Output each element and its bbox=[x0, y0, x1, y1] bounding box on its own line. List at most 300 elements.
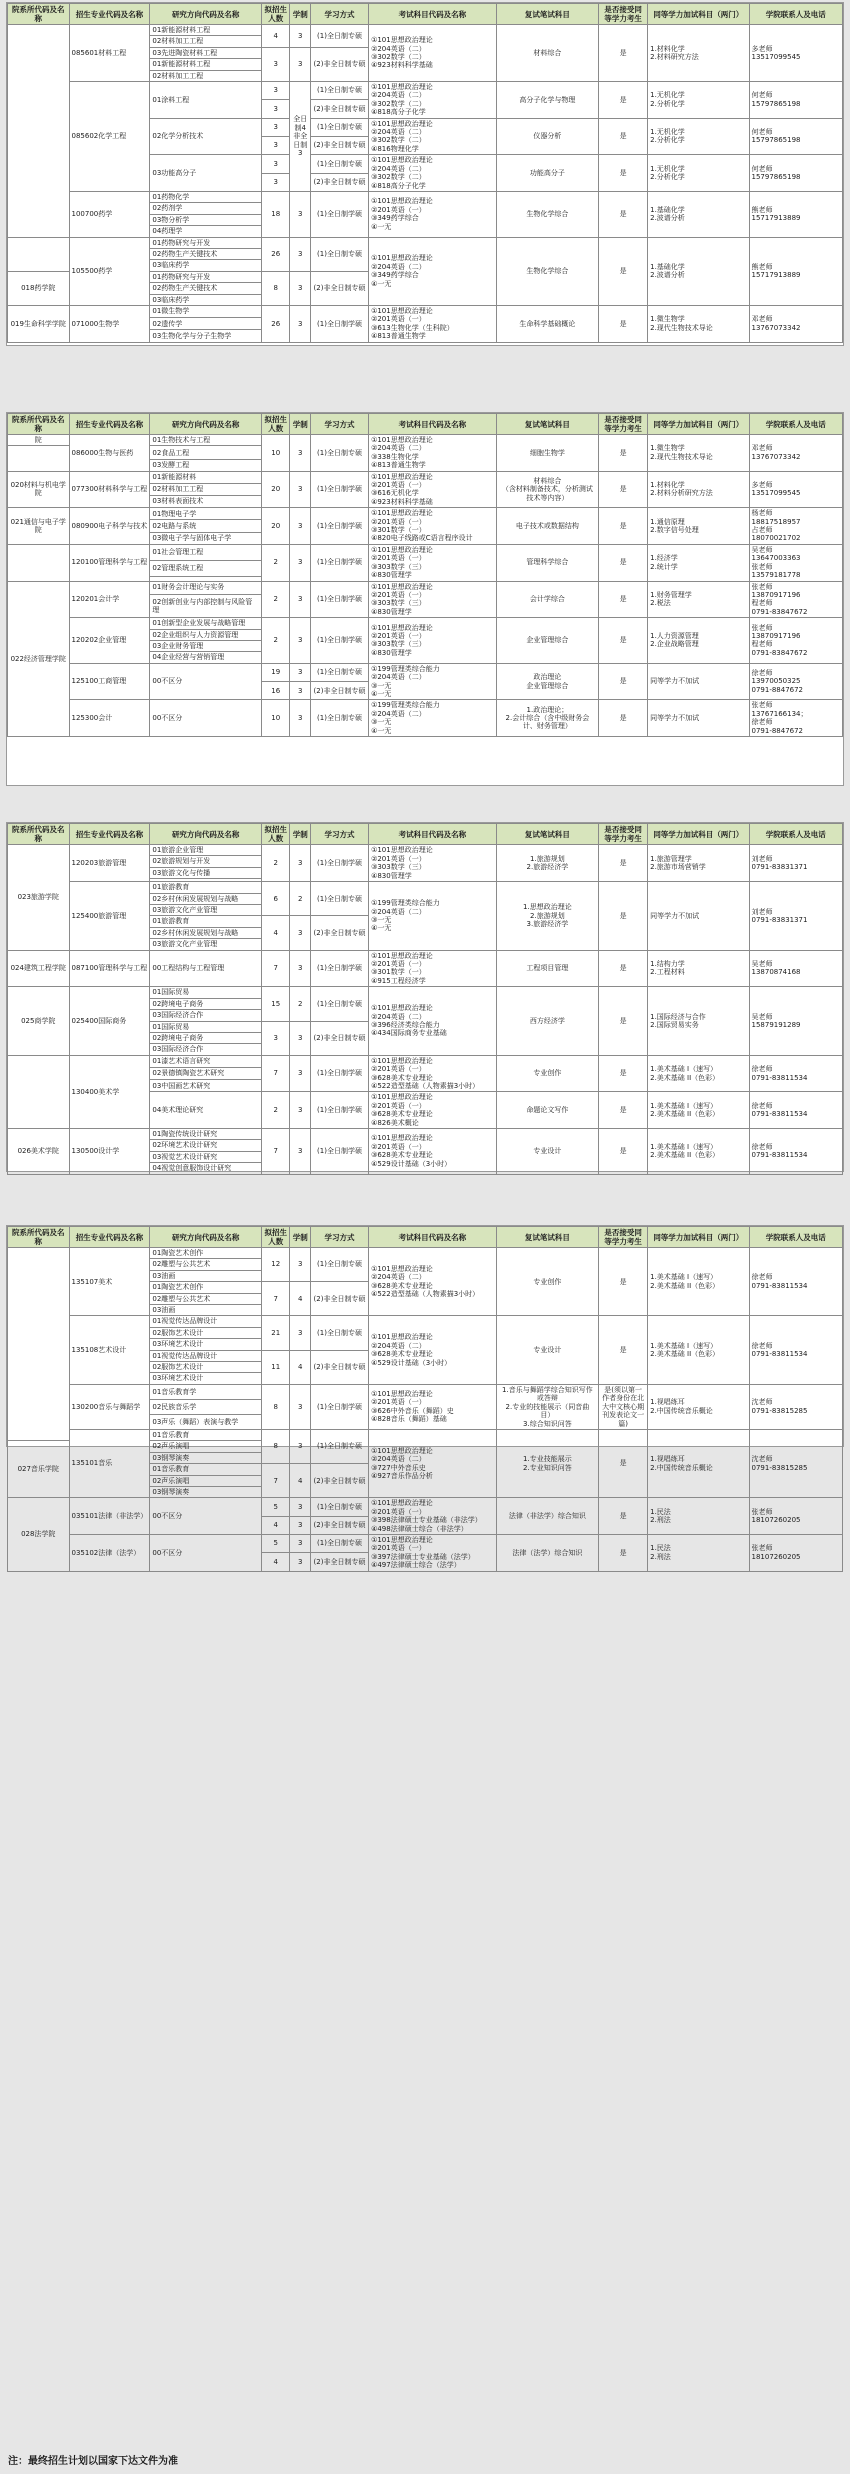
table-cell: 022经济管理学院 bbox=[8, 581, 70, 737]
table-cell: 01创新型企业发展与战略管理 bbox=[150, 618, 262, 629]
table-cell: 130400美术学 bbox=[69, 1055, 150, 1128]
table-cell: 03国际经济合作 bbox=[150, 1010, 262, 1021]
table-cell: 3 bbox=[290, 191, 311, 237]
header-exam-subjects: 考试科目代码及名称 bbox=[369, 414, 497, 435]
table-cell: (1)全日制专硕 bbox=[310, 663, 368, 681]
table-cell: 熊老师 15717913889 bbox=[749, 237, 843, 305]
table-cell: 3 bbox=[290, 1384, 311, 1429]
table-cell: 7 bbox=[262, 1282, 290, 1316]
table-cell: 同等学力不加试 bbox=[648, 882, 749, 950]
table-cell: 3 bbox=[290, 47, 311, 81]
table-cell: 26 bbox=[262, 237, 290, 271]
header-exam-subjects: 考试科目代码及名称 bbox=[369, 1227, 497, 1248]
table-cell: (1)全日制专硕 bbox=[310, 25, 368, 48]
header-row bbox=[8, 414, 843, 435]
page-4 bbox=[6, 1225, 844, 1570]
header-retest-subject: 复试笔试科目 bbox=[496, 4, 599, 25]
table-cell bbox=[8, 237, 70, 271]
table-cell: (1)全日制专硕 bbox=[310, 118, 368, 136]
table-cell: 是 bbox=[599, 25, 648, 82]
table-cell: 生命科学基础概论 bbox=[496, 305, 599, 342]
header-direction: 研究方向代码及名称 bbox=[150, 824, 262, 845]
table-cell: 00工程结构与工程管理 bbox=[150, 950, 262, 987]
table-cell: 刘老师 0791-83831371 bbox=[749, 882, 843, 950]
table-cell: 2 bbox=[262, 581, 290, 618]
table-cell: 1.通信原理 2.数字信号处理 bbox=[648, 508, 749, 545]
table-cell: 025400国际商务 bbox=[69, 987, 150, 1055]
table-cell: 3 bbox=[262, 1021, 290, 1055]
table-cell: ①199管理类综合能力 ②204英语（二） ③一无 ④一无 bbox=[369, 663, 497, 700]
header-contact: 学院联系人及电话 bbox=[749, 824, 843, 845]
table-cell: 张老师 18107260205 bbox=[749, 1498, 843, 1535]
table-cell: 027音乐学院 bbox=[8, 1441, 70, 1498]
table-cell: 刘老师 0791-83831371 bbox=[749, 845, 843, 882]
table-cell: ①101思想政治理论 ②201英语（一） ③616无机化学 ④923材料科学基础 bbox=[369, 471, 497, 508]
table-cell: 3 bbox=[290, 1316, 311, 1350]
table-cell: 徐老师 0791-83811534 bbox=[749, 1316, 843, 1384]
table-cell: 是 bbox=[599, 1498, 648, 1535]
table-cell: 01旅游教育 bbox=[150, 882, 262, 893]
table-cell: (2)非全日制专硕 bbox=[310, 1464, 368, 1498]
table-cell: 01新能源材料工程 bbox=[150, 25, 262, 36]
table-cell: 02乡村休闲发展规划与战略 bbox=[150, 927, 262, 938]
table-cell: 01国际贸易 bbox=[150, 1021, 262, 1032]
header-equal-ed: 是否接受同等学力考生 bbox=[599, 1227, 648, 1248]
table-cell: (2)非全日制专硕 bbox=[310, 682, 368, 700]
header-equal-ed: 是否接受同等学力考生 bbox=[599, 4, 648, 25]
table-cell: 03中国画艺术研究 bbox=[150, 1080, 262, 1092]
table-cell: 是 bbox=[599, 663, 648, 700]
table-cell: 21 bbox=[262, 1316, 290, 1350]
table-cell: ①101思想政治理论 ②204英语（二） ③349药学综合 ④一无 bbox=[369, 237, 497, 305]
table-cell: 023旅游学院 bbox=[8, 845, 70, 951]
table-cell: 同等学力不加试 bbox=[648, 700, 749, 737]
table-cell: 00不区分 bbox=[150, 700, 262, 737]
table-cell: 02服饰艺术设计 bbox=[150, 1362, 262, 1373]
table-cell: 张老师 13767166134； 徐老师 0791-8847672 bbox=[749, 700, 843, 737]
table-cell: 18 bbox=[262, 191, 290, 237]
table-row bbox=[8, 471, 843, 483]
table-cell: 03环境艺术设计 bbox=[150, 1339, 262, 1350]
table-2 bbox=[7, 413, 843, 737]
table-cell: 是 bbox=[599, 155, 648, 192]
table-cell: ①101思想政治理论 ②204英语（二） ③628美术专业理论 ④529设计基础（3小时） bbox=[369, 1316, 497, 1384]
table-cell: 1.美术基础 I（速写） 2.美术基础 II（色彩） bbox=[648, 1316, 749, 1384]
table-cell: 00不区分 bbox=[150, 1534, 262, 1571]
table-cell: 张老师 13870917196 程老师 0791-83847672 bbox=[749, 581, 843, 618]
table-cell: 是 bbox=[599, 1248, 648, 1316]
table-cell: 2 bbox=[262, 544, 290, 581]
header-study-mode: 学习方式 bbox=[310, 824, 368, 845]
table-cell: 03钢琴演奏 bbox=[150, 1486, 262, 1497]
table-cell: (1)全日制专硕 bbox=[310, 237, 368, 271]
table-cell: 是 bbox=[599, 1429, 648, 1497]
table-cell: 是 bbox=[599, 1092, 648, 1129]
table-cell: (2)非全日制专硕 bbox=[310, 136, 368, 154]
header-equal-ed-tests: 同等学力加试科目（两门） bbox=[648, 4, 749, 25]
table-cell: 何老师 15797865198 bbox=[749, 82, 843, 119]
table-cell: 01陶瓷艺术创作 bbox=[150, 1248, 262, 1259]
table-cell: 2 bbox=[262, 845, 290, 882]
table-cell: (1)全日制学硕 bbox=[310, 544, 368, 581]
table-cell: 03物分析学 bbox=[150, 214, 262, 225]
table-cell: 生物化学综合 bbox=[496, 191, 599, 237]
table-cell: 4 bbox=[262, 916, 290, 950]
table-cell: 4 bbox=[262, 1516, 290, 1534]
header-quota: 拟招生人数 bbox=[262, 414, 290, 435]
header-study-mode: 学习方式 bbox=[310, 4, 368, 25]
table-cell: (2)非全日制专硕 bbox=[310, 100, 368, 118]
table-cell: 135108艺术设计 bbox=[69, 1316, 150, 1384]
table-cell: 是 bbox=[599, 118, 648, 155]
header-study-mode: 学习方式 bbox=[310, 1227, 368, 1248]
table-cell: 1.政治理论； 2.会计综合（含中级财务会计、财务管理） bbox=[496, 700, 599, 737]
table-cell: 020材料与机电学院 bbox=[8, 471, 70, 508]
table-cell: 1.视唱练耳 2.中国传统音乐概论 bbox=[648, 1384, 749, 1429]
table-cell: (2)非全日制专硕 bbox=[310, 1021, 368, 1055]
table-cell: ①101思想政治理论 ②204英语（二） ③302数学（二） ④816物理化学 bbox=[369, 118, 497, 155]
table-cell: 3 bbox=[290, 1498, 311, 1516]
table-cell: 材料综合 bbox=[496, 25, 599, 82]
table-cell: 徐老师 13970050325 0791-8847672 bbox=[749, 663, 843, 700]
table-cell: 6 bbox=[262, 882, 290, 916]
table-cell: 1.国际经济与合作 2.国际贸易实务 bbox=[648, 987, 749, 1055]
table-cell: 019生命科学学院 bbox=[8, 305, 70, 342]
header-row bbox=[8, 4, 843, 25]
header-major: 招生专业代码及名称 bbox=[69, 1227, 150, 1248]
table-cell: 企业管理综合 bbox=[496, 618, 599, 664]
table-cell: ①101思想政治理论 ②204英语（二） ③302数学（二） ④923材料科学基础 bbox=[369, 25, 497, 82]
table-row bbox=[8, 1498, 843, 1516]
table-cell: 3 bbox=[290, 682, 311, 700]
table-cell: 026美术学院 bbox=[8, 1128, 70, 1174]
table-cell: 02食品工程 bbox=[150, 446, 262, 460]
table-cell: 11 bbox=[262, 1350, 290, 1384]
table-cell: 3 bbox=[290, 1128, 311, 1174]
table-row bbox=[8, 191, 843, 202]
table-cell: 杨老师 18817518957 占老师 18070021702 bbox=[749, 508, 843, 545]
table-cell: 7 bbox=[262, 1128, 290, 1174]
table-cell: 02跨境电子商务 bbox=[150, 1032, 262, 1043]
header-quota: 拟招生人数 bbox=[262, 4, 290, 25]
header-years: 学制 bbox=[290, 1227, 311, 1248]
table-cell: 多老师 13517099545 bbox=[749, 25, 843, 82]
table-cell: 024建筑工程学院 bbox=[8, 950, 70, 987]
table-cell: 01药物化学 bbox=[150, 191, 262, 202]
table-cell: 02声乐演唱 bbox=[150, 1441, 262, 1452]
header-major: 招生专业代码及名称 bbox=[69, 824, 150, 845]
header-retest-subject: 复试笔试科目 bbox=[496, 1227, 599, 1248]
table-cell: (1)全日制学硕 bbox=[310, 581, 368, 618]
table-cell: 04美术理论研究 bbox=[150, 1092, 262, 1129]
table-row bbox=[8, 845, 843, 856]
table-cell: (1)全日制学硕 bbox=[310, 950, 368, 987]
table-cell: ①101思想政治理论 ②201英语（一） ③628美术专业理论 ④826美术概论 bbox=[369, 1092, 497, 1129]
table-cell: 1.专业技能展示 2.专业知识问答 bbox=[496, 1429, 599, 1497]
table-cell: 01陶瓷艺术创作 bbox=[150, 1282, 262, 1293]
table-cell: 3 bbox=[290, 1092, 311, 1129]
table-cell: 1.美术基础 I（速写） 2.美术基础 II（色彩） bbox=[648, 1248, 749, 1316]
table-row bbox=[8, 1055, 843, 1067]
table-cell: 1.微生物学 2.现代生物技术导论 bbox=[648, 435, 749, 472]
table-cell: 专业设计 bbox=[496, 1316, 599, 1384]
table-cell: ①101思想政治理论 ②204英语（二） ③302数学（二） ④818高分子化学 bbox=[369, 155, 497, 192]
table-cell: 04药理学 bbox=[150, 226, 262, 237]
table-cell: ①101思想政治理论 ②204英语（二） ③628美术专业理论 ④522造型基础（人物素描3小时） bbox=[369, 1248, 497, 1316]
table-cell: 02民族音乐学 bbox=[150, 1399, 262, 1414]
table-cell: 3 bbox=[290, 305, 311, 342]
table-cell: 7 bbox=[262, 1055, 290, 1092]
table-cell: 3 bbox=[290, 663, 311, 681]
table-row bbox=[8, 1534, 843, 1552]
header-direction: 研究方向代码及名称 bbox=[150, 1227, 262, 1248]
table-cell: 02旅游规划与开发 bbox=[150, 856, 262, 867]
table-cell: 16 bbox=[262, 682, 290, 700]
table-cell: 生物化学综合 bbox=[496, 237, 599, 305]
header-dept: 院系所代码及名称 bbox=[8, 4, 70, 25]
table-cell: (1)全日制学硕 bbox=[310, 1092, 368, 1129]
table-cell: ①101思想政治理论 ②201英语（一） ③303数学（三） ④830管理学 bbox=[369, 544, 497, 581]
table-cell: 7 bbox=[262, 1464, 290, 1498]
table-cell: 邓老师 13767073342 bbox=[749, 305, 843, 342]
table-cell: 8 bbox=[262, 271, 290, 305]
header-quota: 拟招生人数 bbox=[262, 1227, 290, 1248]
table-cell: 沈老师 0791-83815285 bbox=[749, 1429, 843, 1497]
table-cell: 5 bbox=[262, 1534, 290, 1552]
table-cell: 是 bbox=[599, 191, 648, 237]
table-cell: 法律（非法学）综合知识 bbox=[496, 1498, 599, 1535]
table-cell: 4 bbox=[262, 25, 290, 48]
table-cell: 01旅游教育 bbox=[150, 916, 262, 927]
table-cell: 03钢琴演奏 bbox=[150, 1452, 262, 1463]
table-row bbox=[8, 882, 843, 893]
table-cell: 2 bbox=[262, 618, 290, 664]
table-cell: 何老师 15797865198 bbox=[749, 118, 843, 155]
header-direction: 研究方向代码及名称 bbox=[150, 4, 262, 25]
header-row bbox=[8, 1227, 843, 1248]
table-cell: 02雕塑与公共艺术 bbox=[150, 1259, 262, 1270]
table-cell: (2)非全日制专硕 bbox=[310, 1350, 368, 1384]
table-cell: (2)非全日制专硕 bbox=[310, 1282, 368, 1316]
page-2 bbox=[6, 412, 844, 786]
header-exam-subjects: 考试科目代码及名称 bbox=[369, 824, 497, 845]
table-cell: 130500设计学 bbox=[69, 1128, 150, 1174]
table-cell: 03生物化学与分子生物学 bbox=[150, 330, 262, 342]
table-cell: 4 bbox=[290, 1282, 311, 1316]
table-cell: 135107美术 bbox=[69, 1248, 150, 1316]
header-retest-subject: 复试笔试科目 bbox=[496, 414, 599, 435]
table-cell: 04视觉创意服饰设计研究 bbox=[150, 1163, 262, 1174]
table-cell: 是 bbox=[599, 305, 648, 342]
table-cell: ①101思想政治理论 ②201英语（一） ③398法律硕士专业基础（非法学） ④498法律硕士综合（非法学） bbox=[369, 1498, 497, 1535]
table-cell: 3 bbox=[290, 845, 311, 882]
table-cell: 01财务会计理论与实务 bbox=[150, 581, 262, 594]
table-cell: 是 bbox=[599, 1534, 648, 1571]
table-cell: 02电路与系统 bbox=[150, 520, 262, 532]
table-cell: 多老师 13517099545 bbox=[749, 471, 843, 508]
table-cell: 125300会计 bbox=[69, 700, 150, 737]
table-cell: 00不区分 bbox=[150, 663, 262, 700]
table-cell: 2 bbox=[290, 882, 311, 916]
page-3 bbox=[6, 822, 844, 1172]
table-cell: 3 bbox=[262, 118, 290, 136]
header-years: 学制 bbox=[290, 414, 311, 435]
table-cell: 3 bbox=[290, 1516, 311, 1534]
table-row bbox=[8, 950, 843, 987]
table-cell: 02材料加工工程 bbox=[150, 36, 262, 47]
table-cell: 3 bbox=[262, 155, 290, 173]
table-cell: 是 bbox=[599, 1128, 648, 1174]
table-cell: 01国际贸易 bbox=[150, 987, 262, 998]
table-cell: 功能高分子 bbox=[496, 155, 599, 192]
table-cell: 1.民法 2.刑法 bbox=[648, 1498, 749, 1535]
header-major: 招生专业代码及名称 bbox=[69, 4, 150, 25]
table-cell: 01陶瓷传统设计研究 bbox=[150, 1128, 262, 1139]
table-cell: 02药物生产关键技术 bbox=[150, 248, 262, 259]
table-cell: 管理科学综合 bbox=[496, 544, 599, 581]
table-cell: ①101思想政治理论 ②201英语（一） ③303数学（三） ④830管理学 bbox=[369, 581, 497, 618]
table-cell: 01音乐教育学 bbox=[150, 1384, 262, 1399]
table-cell: 7 bbox=[262, 950, 290, 987]
table-cell: ①101思想政治理论 ②201英语（一） ③397法律硕士专业基础（法学） ④497法律硕士综合（法学） bbox=[369, 1534, 497, 1571]
table-cell: ①199管理类综合能力 ②204英语（二） ③一无 ④一无 bbox=[369, 700, 497, 737]
table-cell: (2)非全日制专硕 bbox=[310, 271, 368, 305]
page-1 bbox=[6, 2, 844, 346]
table-cell: (1)全日制学硕 bbox=[310, 1055, 368, 1092]
table-cell: (1)全日制专硕 bbox=[310, 1534, 368, 1552]
table-cell: 是 bbox=[599, 700, 648, 737]
table-cell: 02化学分析技术 bbox=[150, 118, 262, 155]
table-cell: 120100管理科学与工程 bbox=[69, 544, 150, 581]
table-cell: 02乡村休闲发展规划与战略 bbox=[150, 893, 262, 904]
table-cell: 130200音乐与舞蹈学 bbox=[69, 1384, 150, 1429]
table-cell: 080900电子科学与技术 bbox=[69, 508, 150, 545]
table-cell: 徐老师 0791-83811534 bbox=[749, 1092, 843, 1129]
table-row bbox=[8, 508, 843, 520]
table-cell: 1.民法 2.刑法 bbox=[648, 1534, 749, 1571]
table-cell: 3 bbox=[262, 82, 290, 100]
table-cell: 吴老师 13647003363 张老师 13579181778 bbox=[749, 544, 843, 581]
table-row bbox=[8, 1316, 843, 1327]
header-years: 学制 bbox=[290, 4, 311, 25]
table-cell: 同等学力不加试 bbox=[648, 663, 749, 700]
table-cell: 02企业组织与人力资源管理 bbox=[150, 629, 262, 640]
table-cell: 1.材料化学 2.材料研究方法 bbox=[648, 25, 749, 82]
table-cell: (1)全日制专硕 bbox=[310, 1248, 368, 1282]
table-cell: 3 bbox=[290, 1553, 311, 1571]
table-cell: (2)非全日制专硕 bbox=[310, 916, 368, 950]
table-cell: 02雕塑与公共艺术 bbox=[150, 1293, 262, 1304]
table-cell: 120201会计学 bbox=[69, 581, 150, 618]
table-cell: 3 bbox=[290, 700, 311, 737]
table-cell: 会计学综合 bbox=[496, 581, 599, 618]
table-cell: 1.结构力学 2.工程材料 bbox=[648, 950, 749, 987]
table-cell: 是 bbox=[599, 508, 648, 545]
table-cell: 3 bbox=[290, 471, 311, 508]
table-cell: 何老师 15797865198 bbox=[749, 155, 843, 192]
table-cell: 是 bbox=[599, 544, 648, 581]
table-cell: 03先进陶瓷材料工程 bbox=[150, 47, 262, 58]
table-cell: 03旅游文化产业管理 bbox=[150, 939, 262, 950]
table-cell: 15 bbox=[262, 987, 290, 1021]
table-cell: 3 bbox=[290, 237, 311, 271]
table-cell: 徐老师 0791-83811534 bbox=[749, 1128, 843, 1174]
table-cell: (1)全日制专硕 bbox=[310, 1429, 368, 1463]
table-cell: (1)全日制学硕 bbox=[310, 845, 368, 882]
table-cell: 01药物研究与开发 bbox=[150, 271, 262, 282]
table-cell: 1.视唱练耳 2.中国传统音乐概论 bbox=[648, 1429, 749, 1497]
table-cell: 02声乐演唱 bbox=[150, 1475, 262, 1486]
table-cell bbox=[8, 1248, 70, 1441]
table-cell: 10 bbox=[262, 700, 290, 737]
table-cell: 03视觉艺术设计研究 bbox=[150, 1151, 262, 1162]
table-cell: 专业创作 bbox=[496, 1248, 599, 1316]
table-cell: 是 bbox=[599, 987, 648, 1055]
header-years: 学制 bbox=[290, 824, 311, 845]
table-cell: 5 bbox=[262, 1498, 290, 1516]
table-cell: 是 bbox=[599, 950, 648, 987]
table-cell: (1)全日制专硕 bbox=[310, 155, 368, 173]
table-cell: 01视觉传达品牌设计 bbox=[150, 1350, 262, 1361]
table-cell: 1.美术基础 I（速写） 2.美术基础 II（色彩） bbox=[648, 1092, 749, 1129]
table-cell: 专业设计 bbox=[496, 1128, 599, 1174]
table-cell: 3 bbox=[290, 1534, 311, 1552]
table-cell: 100700药学 bbox=[69, 191, 150, 237]
table-cell: 3 bbox=[290, 508, 311, 545]
table-cell: (1)全日制学硕 bbox=[310, 618, 368, 664]
header-retest-subject: 复试笔试科目 bbox=[496, 824, 599, 845]
table-cell: 沈老师 0791-83815285 bbox=[749, 1384, 843, 1429]
header-exam-subjects: 考试科目代码及名称 bbox=[369, 4, 497, 25]
table-cell: 细胞生物学 bbox=[496, 435, 599, 472]
table-cell: 吴老师 15879191289 bbox=[749, 987, 843, 1055]
footer-note: 注：最终招生计划以国家下达文件为准 bbox=[8, 2456, 178, 2467]
table-cell: 熊老师 15717913889 bbox=[749, 191, 843, 237]
table-cell: ①101思想政治理论 ②201英语（一） ③303数学（三） ④830管理学 bbox=[369, 845, 497, 882]
table-cell: (1)全日制专硕 bbox=[310, 987, 368, 1021]
table-row bbox=[8, 1429, 843, 1440]
table-cell: 086000生物与医药 bbox=[69, 435, 150, 472]
table-row bbox=[8, 1248, 843, 1259]
table-cell: 035102法律（法学） bbox=[69, 1534, 150, 1571]
table-row bbox=[8, 237, 843, 248]
table-cell: (1)全日制学硕 bbox=[310, 1128, 368, 1174]
table-row bbox=[8, 987, 843, 998]
table-cell: 徐老师 0791-83811534 bbox=[749, 1248, 843, 1316]
table-cell: 3 bbox=[290, 1429, 311, 1463]
table-1 bbox=[7, 3, 843, 343]
table-cell: (2)非全日制专硕 bbox=[310, 1516, 368, 1534]
table-cell: 3 bbox=[290, 435, 311, 472]
table-cell: 02材料加工工程 bbox=[150, 483, 262, 495]
table-cell: 是 bbox=[599, 845, 648, 882]
table-cell: 03临床药学 bbox=[150, 260, 262, 271]
table-cell: 1.无机化学 2.分析化学 bbox=[648, 155, 749, 192]
table-cell: 01音乐教育 bbox=[150, 1464, 262, 1475]
header-study-mode: 学习方式 bbox=[310, 414, 368, 435]
table-row bbox=[8, 581, 843, 594]
table-cell: 1.旅游管理学 2.旅游市场营销学 bbox=[648, 845, 749, 882]
table-cell: (2)非全日制专硕 bbox=[310, 47, 368, 81]
table-cell: ①101思想政治理论 ②204英语（二） ③338生物化学 ④813普通生物学 bbox=[369, 435, 497, 472]
table-cell bbox=[8, 446, 70, 471]
table-cell: 03材料表面技术 bbox=[150, 496, 262, 508]
table-cell: 1.无机化学 2.分析化学 bbox=[648, 82, 749, 119]
table-cell: 3 bbox=[290, 544, 311, 581]
table-cell: 仪器分析 bbox=[496, 118, 599, 155]
header-equal-ed-tests: 同等学力加试科目（两门） bbox=[648, 414, 749, 435]
table-cell: 03发酵工程 bbox=[150, 460, 262, 471]
